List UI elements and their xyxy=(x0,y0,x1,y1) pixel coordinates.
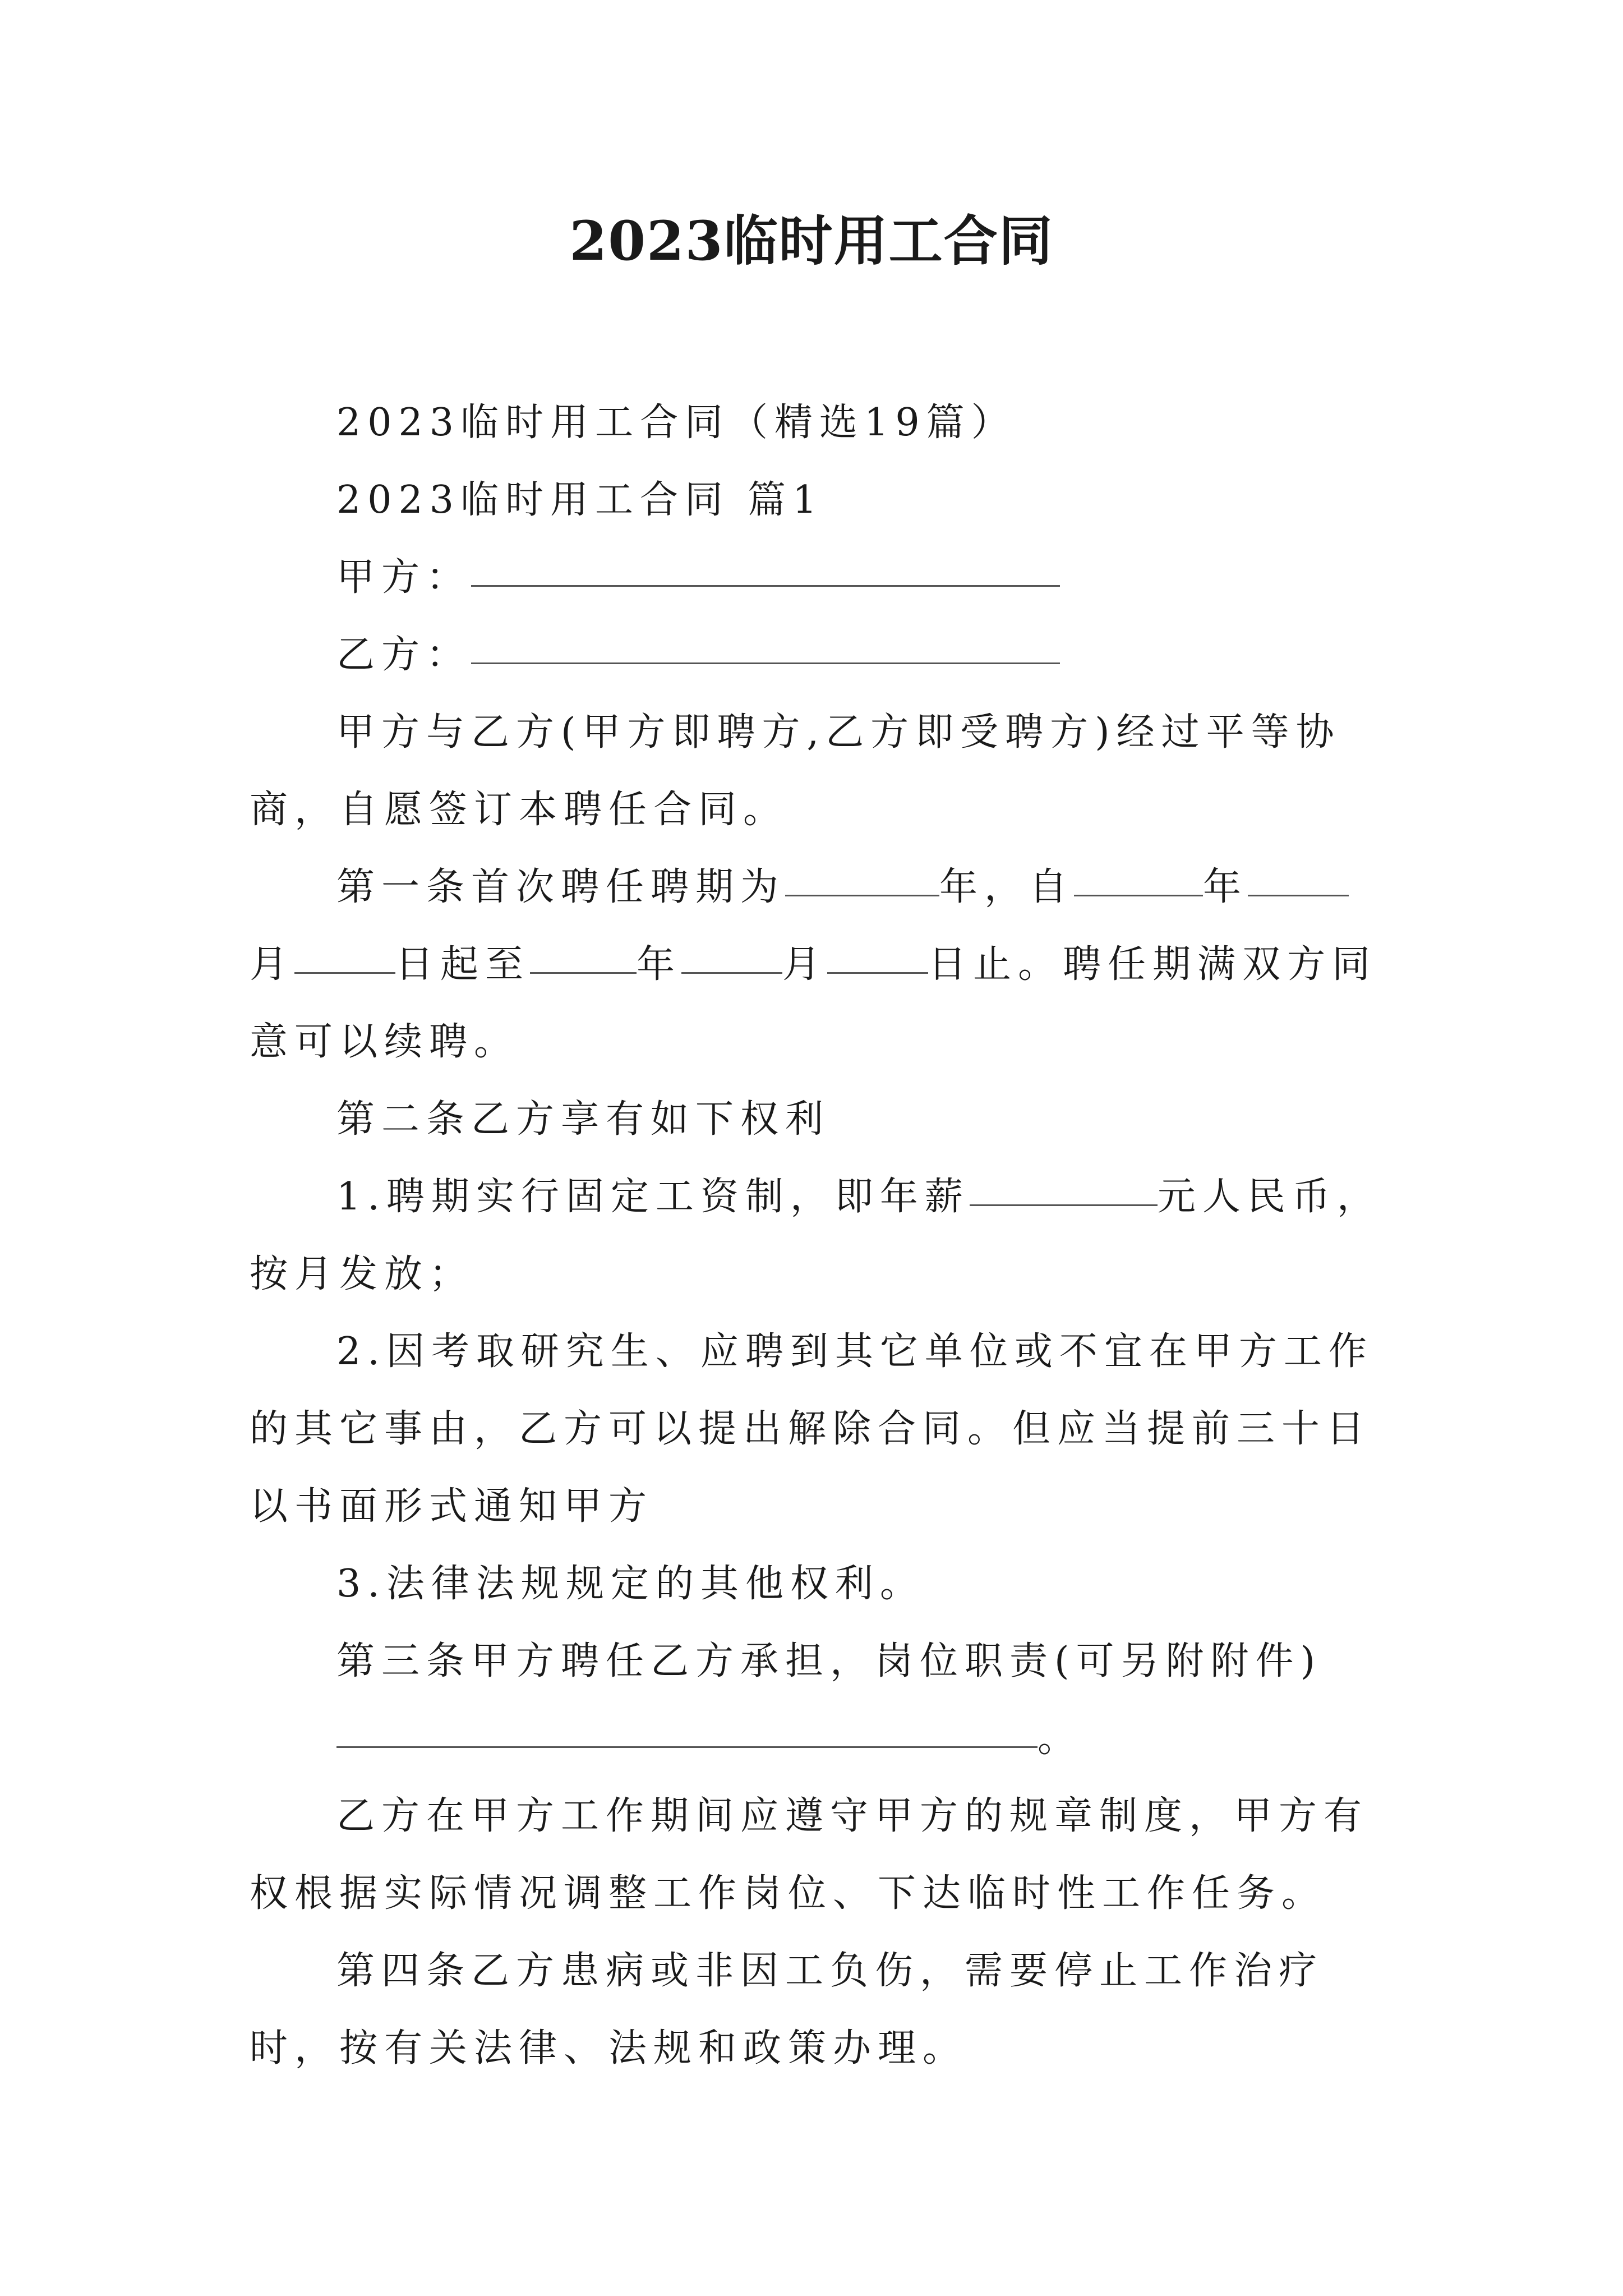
salary-blank xyxy=(970,1204,1158,1206)
start-day-blank xyxy=(294,972,395,974)
article-3-continued: 乙方在甲方工作期间应遵守甲方的规章制度，甲方有权根据实际情况调整工作岗位、下达临时性工作任务。 xyxy=(250,1794,1369,1916)
intro-paragraph: 甲方与乙方(甲方即聘方,乙方即受聘方)经过平等协商，自愿签订本聘任合同。 xyxy=(250,710,1341,832)
article-1-text: 年 xyxy=(637,942,682,987)
start-month-blank xyxy=(1248,895,1349,896)
party-b-line xyxy=(250,616,1394,694)
article-1-text: 日止。聘任期满双方同意可以续聘。 xyxy=(250,942,1377,1064)
end-year-blank xyxy=(530,972,637,974)
party-a-blank xyxy=(471,585,1060,587)
article-4: 第四条乙方患病或非因工负伤，需要停止工作治疗时，按有关法律、法规和政策办理。 xyxy=(250,1949,1324,2070)
article-3-duty-line xyxy=(250,1700,1394,1778)
article-2-item-1-text: 元人民币，按月发放； xyxy=(250,1175,1382,1296)
article-1 xyxy=(250,849,1394,1081)
article-2-item-3: 3.法律法规规定的其他权利。 xyxy=(336,1562,925,1606)
section-heading-title: 2023临时用工合同 xyxy=(336,478,730,522)
subtitle: 2023临时用工合同（精选19篇） xyxy=(336,401,1016,445)
article-1-text: 月 xyxy=(250,942,295,987)
article-2-item-1-text: 1.聘期实行固定工资制，即年薪 xyxy=(336,1175,970,1219)
document-body xyxy=(250,384,1394,2087)
start-year-blank xyxy=(1074,895,1203,896)
section-heading xyxy=(250,462,1394,539)
term-years-blank xyxy=(785,895,939,896)
article-1-text: 月 xyxy=(782,942,828,987)
article-2-heading: 第二条乙方享有如下权利 xyxy=(336,1097,831,1142)
article-1-text: 年，自 xyxy=(939,865,1075,909)
article-1-text: 年 xyxy=(1203,865,1248,909)
duty-blank xyxy=(336,1746,1038,1748)
party-b-label: 乙方： xyxy=(336,633,472,677)
article-3: 第三条甲方聘任乙方承担，岗位职责(可另附附件) xyxy=(336,1639,1322,1683)
article-2-item-2: 2.因考取研究生、应聘到其它单位或不宜在甲方工作的其它事由，乙方可以提出解除合同。但应当提前三十日以书面形式通知甲方 xyxy=(250,1329,1373,1529)
section-heading-suffix: 篇1 xyxy=(748,478,824,522)
article-1-text: 第一条首次聘任聘期为 xyxy=(336,865,786,909)
end-month-blank xyxy=(681,972,782,974)
article-2-item-1 xyxy=(250,1158,1394,1313)
party-a-label: 甲方： xyxy=(336,555,472,600)
article-1-text: 日起至 xyxy=(395,942,531,987)
party-b-blank xyxy=(471,662,1060,664)
document-title: 2023临时用工合同 xyxy=(569,209,1054,273)
end-day-blank xyxy=(827,972,928,974)
article-3-end: 。 xyxy=(1038,1717,1083,1761)
party-a-line xyxy=(250,539,1394,616)
